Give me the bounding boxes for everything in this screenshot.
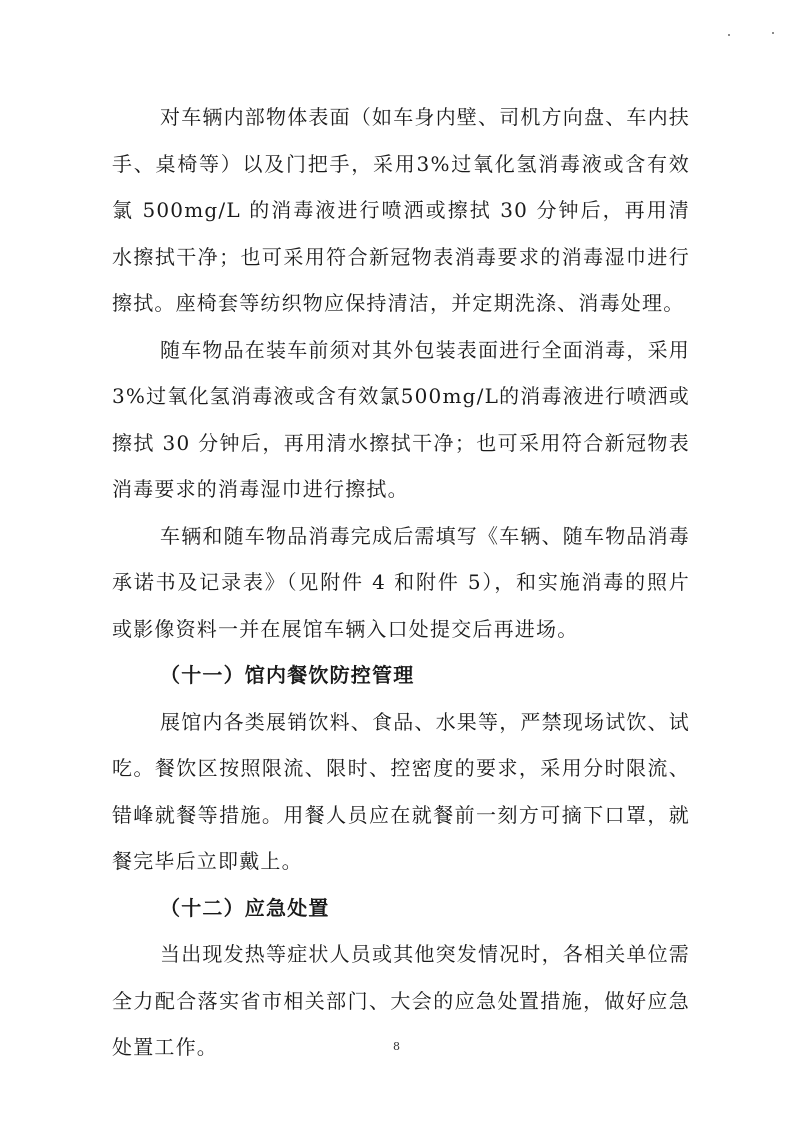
section-heading-catering: （十一）馆内餐饮防控管理 bbox=[160, 663, 415, 687]
document-body bbox=[112, 94, 690, 1071]
page-number: 8 bbox=[393, 1040, 400, 1053]
paragraph-disinfection-record: 车辆和随车物品消毒完成后需填写《车辆、随车物品消毒承诺书及记录表》（见附件 4 和附件 5），和实施消毒的照片或影像资料一并在展馆车辆入口处提交后再进场。 bbox=[112, 523, 690, 641]
paragraph-cargo-disinfection: 随车物品在装车前须对其外包装表面进行全面消毒，采用3%过氧化氢消毒液或含有效氯500mg/L的消毒液进行喷洒或擦拭 30 分钟后，再用清水擦拭干净；也可采用符合新冠物表消毒要求的消毒湿巾进行擦拭。 bbox=[112, 337, 690, 501]
paragraph-emergency: 当出现发热等症状人员或其他突发情况时，各相关单位需全力配合落实省市相关部门、大会的应急处置措施，做好应急处置工作。 bbox=[112, 942, 690, 1059]
scan-specks bbox=[728, 28, 788, 40]
paragraph-vehicle-interior: 对车辆内部物体表面（如车身内壁、司机方向盘、车内扶手、桌椅等）以及门把手，采用3%过氧化氢消毒液或含有效氯 500mg/L 的消毒液进行喷洒或擦拭 30 分钟后，再用清水擦拭干净；也可采用符合新冠物表消毒要求的消毒湿巾进行擦拭。座椅套等纺织物应保持清洁，并定期洗涤、消毒处理。 bbox=[112, 105, 690, 315]
paragraph-catering: 展馆内各类展销饮料、食品、水果等，严禁现场试饮、试吃。餐饮区按照限流、限时、控密度的要求，采用分时限流、错峰就餐等措施。用餐人员应在就餐前一刻方可摘下口罩，就餐完毕后立即戴上。 bbox=[112, 709, 690, 873]
section-heading-emergency: （十二）应急处置 bbox=[160, 895, 330, 920]
scan-speck bbox=[772, 32, 774, 34]
scan-speck bbox=[728, 34, 730, 36]
